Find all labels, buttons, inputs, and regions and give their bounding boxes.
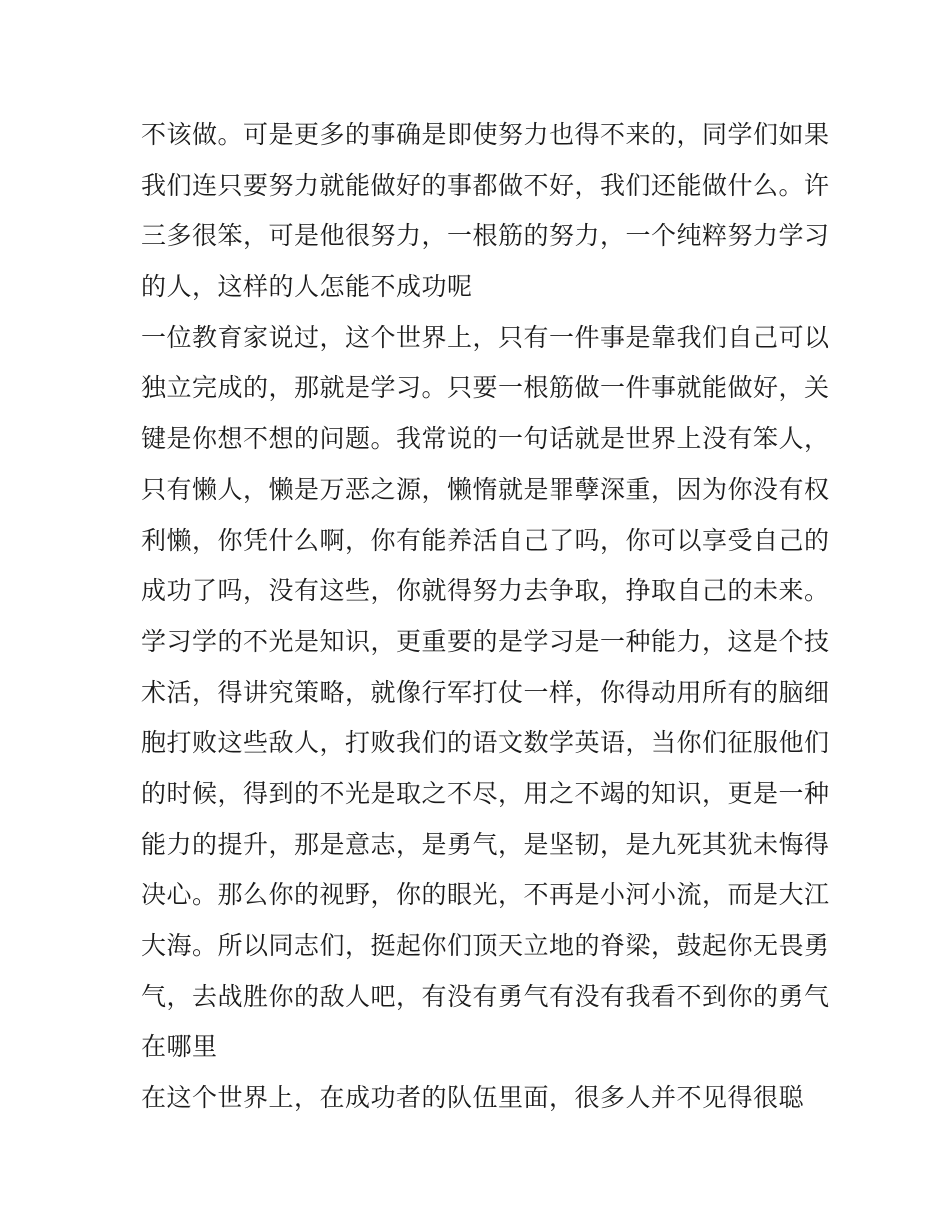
text-line: 的时候，得到的不光是取之不尽，用之不竭的知识，更是一种 — [141, 778, 830, 808]
text-line: 术活，得讲究策略，就像行军打仗一样，你得动用所有的脑细 — [141, 677, 830, 707]
text-line: 不该做。可是更多的事确是即使努力也得不来的，同学们如果 — [141, 120, 830, 149]
text-line: 在这个世界上，在成功者的队伍里面，很多人并不见得很聪 — [141, 1083, 805, 1113]
text-line: 一位教育家说过，这个世界上，只有一件事是靠我们自己可以 — [141, 322, 830, 352]
text-line: 学习学的不光是知识，更重要的是学习是一种能力，这是个技 — [141, 626, 830, 656]
text-line: 独立完成的，那就是学习。只要一根筋做一件事就能做好，关 — [141, 373, 830, 403]
text-line: 只有懒人，懒是万恶之源，懒惰就是罪孽深重，因为你没有权 — [141, 474, 830, 504]
text-line: 大海。所以同志们，挺起你们顶天立地的脊梁，鼓起你无畏勇 — [141, 931, 830, 960]
text-line: 在哪里 — [141, 1032, 218, 1062]
text-line: 的人，这样的人怎能不成功呢 — [141, 272, 473, 302]
text-line: 三多很笨，可是他很努力，一根筋的努力，一个纯粹努力学习 — [141, 221, 830, 251]
text-line: 气，去战胜你的敌人吧，有没有勇气有没有我看不到你的勇气 — [141, 981, 830, 1011]
body-text — [141, 110, 830, 1124]
text-line: 成功了吗，没有这些，你就得努力去争取，挣取自己的未来。 — [141, 576, 830, 606]
text-line: 能力的提升，那是意志，是勇气，是坚韧，是九死其犹未悔得 — [141, 829, 830, 859]
text-line: 决心。那么你的视野，你的眼光，不再是小河小流，而是大江 — [141, 880, 830, 910]
text-line: 利懒，你凭什么啊，你有能养活自己了吗，你可以享受自己的 — [141, 525, 830, 555]
text-line: 键是你想不想的问题。我常说的一句话就是世界上没有笨人， — [141, 424, 830, 454]
text-line: 胞打败这些敌人，打败我们的语文数学英语，当你们征服他们 — [141, 728, 830, 758]
text-line: 我们连只要努力就能做好的事都做不好，我们还能做什么。许 — [141, 170, 830, 200]
